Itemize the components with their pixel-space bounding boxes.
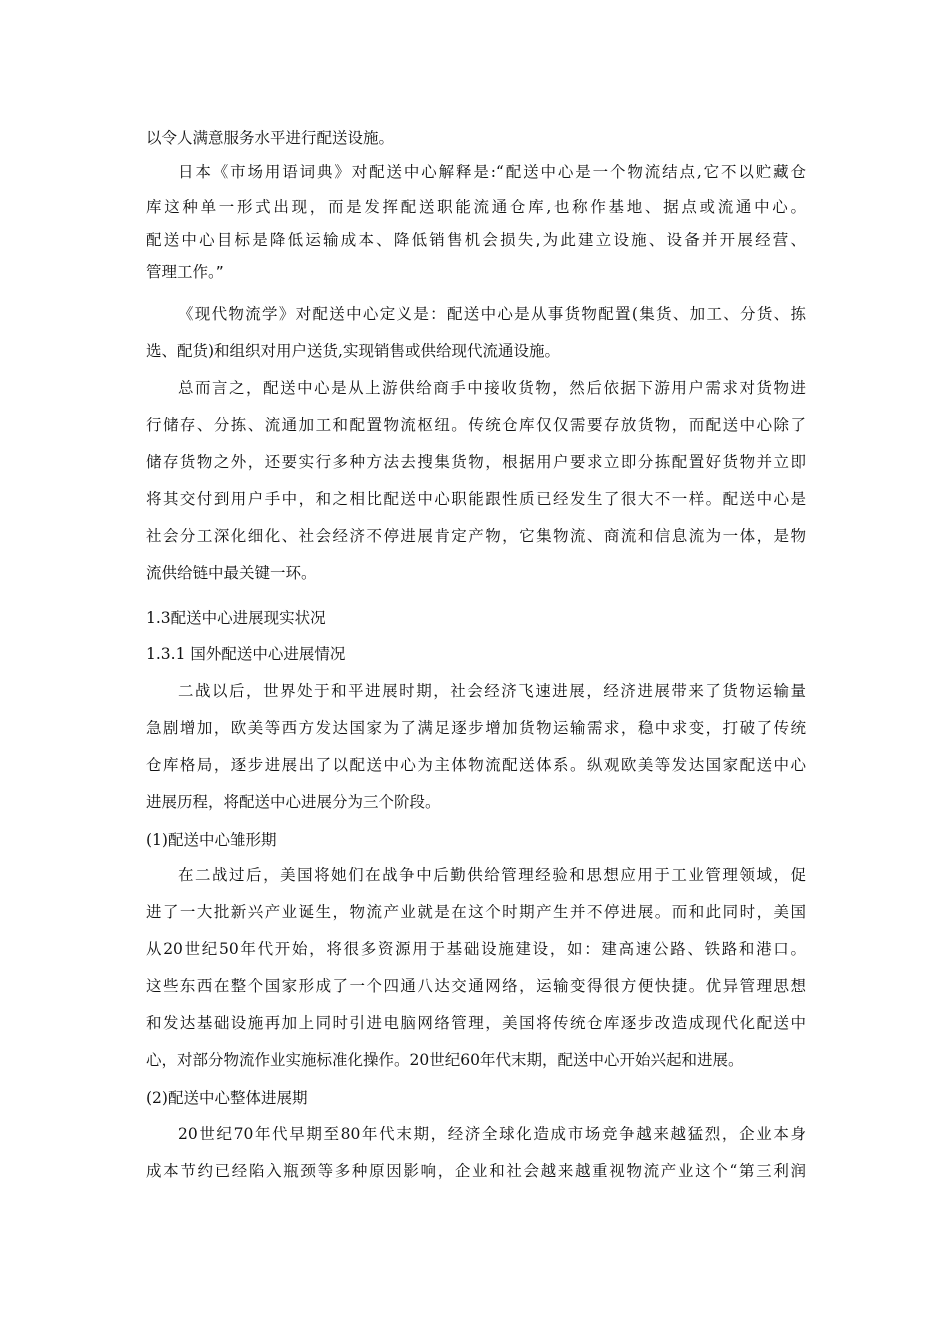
paragraph-line: 仓库格局，逐步进展出了以配送中心为主体物流配送体系。纵观欧美等发达国家配送中心 [146, 756, 806, 774]
subsection-heading: 1.3.1 国外配送中心进展情况 [146, 645, 346, 663]
paragraph-line: 和发达基础设施再加上同时引进电脑网络管理，美国将传统仓库逐步改造成现代化配送中 [146, 1014, 806, 1032]
paragraph-line: 《现代物流学》对配送中心定义是：配送中心是从事货物配置(集货、加工、分货、拣 [178, 305, 806, 323]
stage-heading: (2)配送中心整体进展期 [146, 1089, 308, 1107]
paragraph-line: 急剧增加，欧美等西方发达国家为了满足逐步增加货物运输需求，稳中求变，打破了传统 [146, 719, 806, 737]
paragraph-line: 库这种单一形式出现，而是发挥配送职能流通仓库,也称作基地、据点或流通中心。 [146, 198, 806, 216]
paragraph-line: 管理工作。” [146, 263, 224, 281]
paragraph-line: 进了一大批新兴产业诞生，物流产业就是在这个时期产生并不停进展。而和此同时，美国 [146, 903, 806, 921]
stage-heading: (1)配送中心雏形期 [146, 831, 277, 849]
paragraph-line: 成本节约已经陷入瓶颈等多种原因影响，企业和社会越来越重视物流产业这个“第三利润 [146, 1162, 806, 1180]
paragraph-line: 选、配货)和组织对用户送货,实现销售或供给现代流通设施。 [146, 342, 560, 360]
paragraph-line: 流供给链中最关键一环。 [146, 564, 317, 582]
paragraph-line: 这些东西在整个国家形成了一个四通八达交通网络，运输变得很方便快捷。优异管理思想 [146, 977, 806, 995]
paragraph-line: 心，对部分物流作业实施标准化操作。20世纪60年代末期，配送中心开始兴起和进展。 [146, 1051, 744, 1069]
paragraph-line: 在二战过后，美国将她们在战争中后勤供给管理经验和思想应用于工业管理领域，促 [178, 866, 806, 884]
paragraph-line: 总而言之，配送中心是从上游供给商手中接收货物，然后依据下游用户需求对货物进 [178, 379, 806, 397]
paragraph-line: 20世纪70年代早期至80年代末期，经济全球化造成市场竞争越来越猛烈，企业本身 [178, 1125, 806, 1143]
paragraph-line: 社会分工深化细化、社会经济不停进展肯定产物，它集物流、商流和信息流为一体，是物 [146, 527, 806, 545]
paragraph-line: 从20世纪50年代开始，将很多资源用于基础设施建设，如：建高速公路、铁路和港口。 [146, 940, 806, 958]
paragraph-line: 配送中心目标是降低运输成本、降低销售机会损失,为此建立设施、设备并开展经营、 [146, 231, 806, 249]
paragraph-line: 二战以后，世界处于和平进展时期，社会经济飞速进展，经济进展带来了货物运输量 [178, 682, 806, 700]
paragraph-line: 日本《市场用语词典》对配送中心解释是:“配送中心是一个物流结点,它不以贮藏仓 [178, 163, 806, 181]
paragraph-line: 进展历程，将配送中心进展分为三个阶段。 [146, 793, 441, 811]
paragraph-line: 以令人满意服务水平进行配送设施。 [146, 129, 395, 147]
paragraph-line: 将其交付到用户手中，和之相比配送中心职能跟性质已经发生了很大不一样。配送中心是 [146, 490, 806, 508]
paragraph-line: 储存货物之外，还要实行多种方法去搜集货物，根据用户要求立即分拣配置好货物并立即 [146, 453, 806, 471]
section-heading: 1.3配送中心进展现实状况 [146, 609, 326, 627]
paragraph-line: 行储存、分拣、流通加工和配置物流枢纽。传统仓库仅仅需要存放货物，而配送中心除了 [146, 416, 806, 434]
